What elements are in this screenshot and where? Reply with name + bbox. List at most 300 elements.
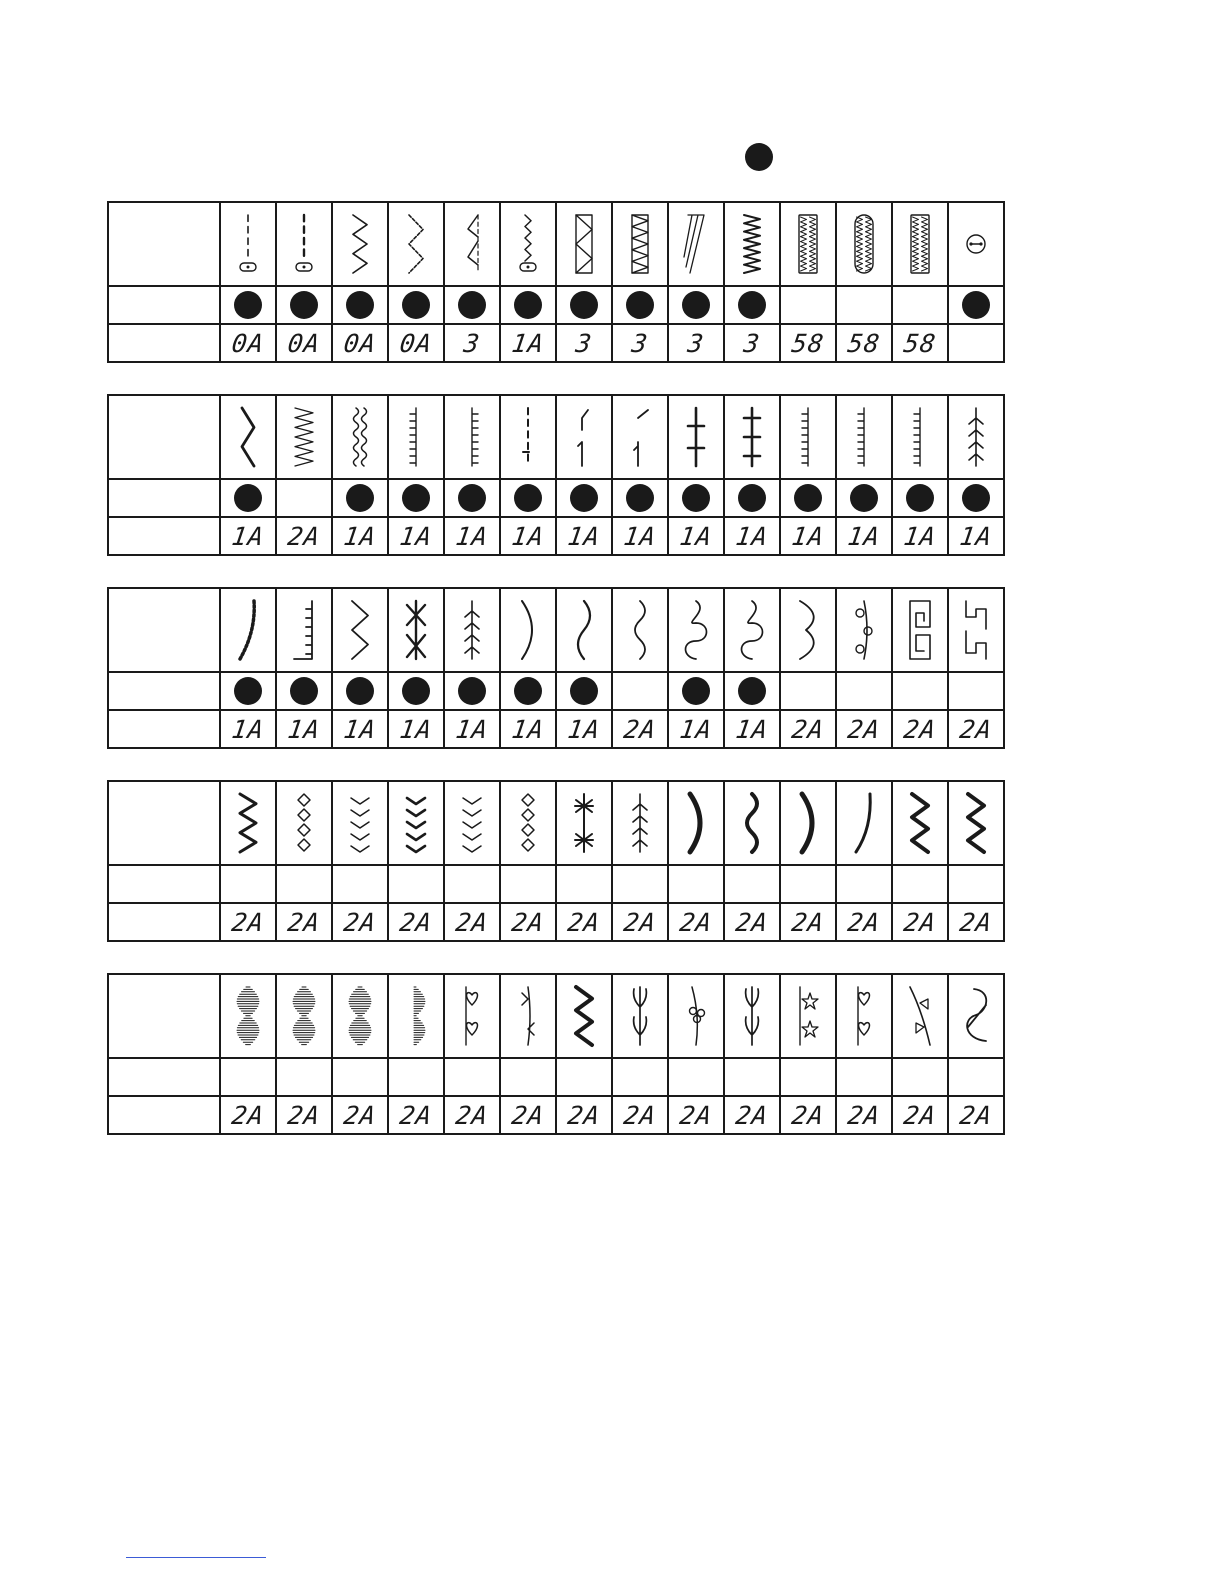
pattern-cell: [444, 202, 500, 286]
code-cell: [892, 324, 948, 362]
stitch-table-4: [107, 780, 1005, 942]
filled-circle-icon: [402, 677, 430, 705]
dot-row: [108, 479, 1004, 517]
stitch-table-5: [107, 973, 1005, 1135]
pattern-cell: [388, 588, 444, 672]
dot-cell: [668, 672, 724, 710]
heavy-zigzag-icon: [224, 788, 272, 858]
stitch-code: 2A: [285, 1100, 323, 1130]
wave-icon: [224, 402, 272, 472]
s-double-icon: [616, 595, 664, 665]
dot-row: [108, 286, 1004, 324]
pattern-cell: [948, 202, 1004, 286]
dot-cell: [500, 1058, 556, 1096]
code-cell: [724, 517, 780, 555]
dot-cell: [444, 479, 500, 517]
stitch-code: 1A: [565, 714, 603, 744]
dot-cell: [220, 672, 276, 710]
bow-swag-icon: [896, 981, 944, 1051]
code-cell: [612, 1096, 668, 1134]
code-cell: [444, 324, 500, 362]
filled-circle-icon: [514, 677, 542, 705]
code-cell: [668, 710, 724, 748]
code-row: [108, 903, 1004, 941]
code-cell: [276, 517, 332, 555]
code-cell: [388, 1096, 444, 1134]
code-cell: [612, 903, 668, 941]
dot-cell: [668, 479, 724, 517]
pattern-cell: [668, 974, 724, 1058]
row-label-cell: [108, 710, 220, 748]
pattern-cell: [220, 588, 276, 672]
pattern-cell: [724, 395, 780, 479]
stitch-code: 1A: [677, 714, 715, 744]
bracket-hem-icon: [784, 402, 832, 472]
comb-left-icon: [448, 402, 496, 472]
hearts-icon: [840, 981, 888, 1051]
filled-circle-icon: [458, 677, 486, 705]
code-cell: [612, 710, 668, 748]
pattern-cell: [556, 974, 612, 1058]
filled-circle-icon: [234, 677, 262, 705]
dot-cell: [668, 286, 724, 324]
stitch-code: 1A: [733, 521, 771, 551]
double-cross-icon: [728, 402, 776, 472]
filled-circle-icon: [234, 291, 262, 319]
dot-cell: [892, 286, 948, 324]
code-cell: [780, 710, 836, 748]
dot-cell: [836, 1058, 892, 1096]
chevron-zigzag-icon: [336, 595, 384, 665]
stitch-code: 58: [901, 328, 939, 358]
stitch-code: 2A: [957, 1100, 995, 1130]
code-cell: [724, 324, 780, 362]
stitch-code: 1A: [509, 521, 547, 551]
dot-cell: [724, 865, 780, 903]
dot-cell: [500, 286, 556, 324]
code-row: [108, 1096, 1004, 1134]
stitch-code: 2A: [509, 1100, 547, 1130]
stitch-code: 58: [789, 328, 827, 358]
code-cell: [724, 710, 780, 748]
stitch-code: 1A: [341, 521, 379, 551]
dot-cell: [444, 672, 500, 710]
pattern-cell: [332, 202, 388, 286]
stitch-code: 1A: [789, 521, 827, 551]
honeycomb-icon: [336, 402, 384, 472]
stitch-code: 1A: [733, 714, 771, 744]
stitch-code: 2A: [453, 907, 491, 937]
satin-diamond-icon: [336, 981, 384, 1051]
code-cell: [836, 710, 892, 748]
scallop-icon: [784, 595, 832, 665]
pattern-cell: [668, 202, 724, 286]
dot-cell: [388, 865, 444, 903]
pattern-cell: [388, 202, 444, 286]
pattern-cell: [444, 395, 500, 479]
diamonds-icon: [504, 788, 552, 858]
dot-cell: [780, 479, 836, 517]
dot-cell: [556, 865, 612, 903]
stitch-table-1: [107, 201, 1005, 363]
code-cell: [276, 903, 332, 941]
pattern-cell: [668, 588, 724, 672]
stitch-code: 1A: [845, 521, 883, 551]
stitch-code: 2A: [229, 1100, 267, 1130]
three-step-zigzag-icon: [392, 209, 440, 279]
dot-cell: [612, 865, 668, 903]
row-label-cell: [108, 781, 220, 865]
pattern-cell: [892, 781, 948, 865]
row-label-cell: [108, 588, 220, 672]
cross-stitch-icon: [672, 402, 720, 472]
pattern-cell: [892, 395, 948, 479]
pattern-cell: [612, 395, 668, 479]
dot-cell: [612, 286, 668, 324]
pattern-cell: [556, 202, 612, 286]
dot-cell: [948, 286, 1004, 324]
stitch-table-2: [107, 394, 1005, 556]
buttonhole-stretch-icon: [896, 209, 944, 279]
stitch-code: 2A: [285, 907, 323, 937]
dot-cell: [276, 672, 332, 710]
stitch-code: 1A: [397, 521, 435, 551]
shell-tuck-icon: [728, 209, 776, 279]
dot-cell: [892, 479, 948, 517]
code-cell: [780, 324, 836, 362]
stitch-table-3: [107, 587, 1005, 749]
filled-circle-icon: [794, 484, 822, 512]
pattern-cell: [500, 395, 556, 479]
filled-circle-icon: [402, 484, 430, 512]
code-cell: [948, 903, 1004, 941]
square-hem-icon: [840, 402, 888, 472]
code-cell: [500, 710, 556, 748]
stitch-code: 2A: [789, 907, 827, 937]
code-cell: [500, 1096, 556, 1134]
overlock-icon: [560, 209, 608, 279]
filled-circle-icon: [346, 291, 374, 319]
pattern-cell: [444, 781, 500, 865]
chevron-stack-icon: [448, 788, 496, 858]
filled-circle-icon: [234, 484, 262, 512]
dot-cell: [780, 1058, 836, 1096]
hearts-chain-icon: [448, 981, 496, 1051]
pattern-cell: [500, 781, 556, 865]
dot-cell: [556, 1058, 612, 1096]
pattern-cell: [444, 974, 500, 1058]
pattern-cell: [556, 588, 612, 672]
row-label-cell: [108, 672, 220, 710]
code-cell: [892, 903, 948, 941]
zigzag-icon: [336, 209, 384, 279]
dot-cell: [780, 286, 836, 324]
filled-circle-icon: [458, 484, 486, 512]
filled-circle-icon: [738, 677, 766, 705]
code-cell: [948, 1096, 1004, 1134]
code-cell: [668, 903, 724, 941]
row-label-cell: [108, 903, 220, 941]
code-cell: [668, 324, 724, 362]
pattern-row: [108, 781, 1004, 865]
row-label-cell: [108, 974, 220, 1058]
dot-cell: [276, 1058, 332, 1096]
code-cell: [948, 324, 1004, 362]
stitch-code: 3: [573, 328, 595, 358]
code-cell: [388, 903, 444, 941]
filled-circle-icon: [402, 291, 430, 319]
dot-cell: [276, 479, 332, 517]
code-cell: [836, 517, 892, 555]
bead-curve-icon: [224, 595, 272, 665]
satin-zigzag-icon: [560, 981, 608, 1051]
stitch-code: 1A: [229, 714, 267, 744]
blind-hem-icon: [448, 209, 496, 279]
code-cell: [556, 324, 612, 362]
pattern-cell: [612, 781, 668, 865]
stitch-code: 1A: [509, 328, 547, 358]
satin-steps-icon: [952, 788, 1000, 858]
stitch-code: 2A: [845, 714, 883, 744]
pattern-cell: [948, 588, 1004, 672]
code-cell: [332, 710, 388, 748]
code-cell: [780, 517, 836, 555]
dot-cell: [780, 865, 836, 903]
stitch-code: 2A: [509, 907, 547, 937]
filled-circle-icon: [290, 291, 318, 319]
lightning-icon: [504, 209, 552, 279]
stitch-code: 1A: [397, 714, 435, 744]
pattern-cell: [724, 202, 780, 286]
dot-cell: [668, 865, 724, 903]
pattern-cell: [948, 781, 1004, 865]
dot-cell: [612, 479, 668, 517]
pattern-cell: [276, 588, 332, 672]
dash-stitch-icon: [504, 402, 552, 472]
filled-circle-icon: [458, 291, 486, 319]
dot-cell: [892, 672, 948, 710]
spiral-loops-icon: [728, 595, 776, 665]
code-cell: [780, 903, 836, 941]
code-cell: [556, 517, 612, 555]
step-hem-icon: [896, 402, 944, 472]
stitch-code: 2A: [901, 714, 939, 744]
code-cell: [556, 903, 612, 941]
code-cell: [444, 1096, 500, 1134]
dot-cell: [948, 479, 1004, 517]
comb-right-icon: [392, 402, 440, 472]
pattern-cell: [388, 395, 444, 479]
greek-key-icon: [896, 595, 944, 665]
code-cell: [500, 517, 556, 555]
filled-circle-icon: [850, 484, 878, 512]
satin-bolt-icon: [896, 788, 944, 858]
stitch-code: 2A: [789, 1100, 827, 1130]
satin-half-icon: [392, 981, 440, 1051]
pattern-cell: [780, 395, 836, 479]
stitch-code: 2A: [789, 714, 827, 744]
dot-cell: [332, 865, 388, 903]
stitch-code: 2A: [229, 907, 267, 937]
feather-branch-icon: [952, 402, 1000, 472]
pattern-cell: [556, 395, 612, 479]
stitch-code: 2A: [453, 1100, 491, 1130]
pattern-cell: [724, 974, 780, 1058]
pattern-cell: [388, 781, 444, 865]
code-cell: [556, 1096, 612, 1134]
stitch-code: 0A: [285, 328, 323, 358]
stitch-code: 1A: [677, 521, 715, 551]
pattern-cell: [276, 202, 332, 286]
row-label-cell: [108, 286, 220, 324]
code-cell: [500, 324, 556, 362]
dot-cell: [892, 1058, 948, 1096]
stitch-code: 3: [629, 328, 651, 358]
dot-cell: [724, 286, 780, 324]
code-cell: [948, 517, 1004, 555]
dot-cell: [388, 286, 444, 324]
dot-cell: [276, 865, 332, 903]
stitch-code: 2A: [565, 1100, 603, 1130]
dot-cell: [332, 672, 388, 710]
pattern-cell: [948, 974, 1004, 1058]
code-cell: [388, 710, 444, 748]
pattern-cell: [780, 202, 836, 286]
arrow-vine-icon: [504, 981, 552, 1051]
pattern-cell: [220, 395, 276, 479]
stitch-code: 3: [685, 328, 707, 358]
filled-circle-icon: [346, 484, 374, 512]
stitch-code: 2A: [677, 907, 715, 937]
dot-cell: [388, 672, 444, 710]
stitch-code: 0A: [229, 328, 267, 358]
pattern-cell: [836, 588, 892, 672]
code-cell: [276, 1096, 332, 1134]
arrow-up-left-icon: [616, 402, 664, 472]
stitch-code: 1A: [901, 521, 939, 551]
stitch-code: 1A: [453, 521, 491, 551]
stitch-code: 0A: [341, 328, 379, 358]
pattern-cell: [724, 588, 780, 672]
code-cell: [444, 903, 500, 941]
pattern-cell: [780, 588, 836, 672]
stitch-code: 2A: [733, 907, 771, 937]
code-cell: [612, 517, 668, 555]
code-cell: [836, 324, 892, 362]
block-braid-icon: [392, 788, 440, 858]
dot-row: [108, 865, 1004, 903]
filled-circle-icon: [962, 291, 990, 319]
row-label-cell: [108, 1058, 220, 1096]
dot-cell: [332, 1058, 388, 1096]
dot-cell: [332, 479, 388, 517]
dot-cell: [724, 479, 780, 517]
dot-cell: [388, 1058, 444, 1096]
filled-circle-icon: [346, 677, 374, 705]
pattern-cell: [948, 395, 1004, 479]
stitch-code: 1A: [509, 714, 547, 744]
code-cell: [892, 517, 948, 555]
dot-cell: [836, 865, 892, 903]
dot-cell: [220, 1058, 276, 1096]
footer-rule: [126, 1557, 266, 1558]
pattern-cell: [892, 974, 948, 1058]
stitch-code: 2A: [901, 907, 939, 937]
arrow-up-right-icon: [560, 402, 608, 472]
stitch-code: 2A: [845, 1100, 883, 1130]
code-cell: [836, 1096, 892, 1134]
pattern-cell: [612, 202, 668, 286]
code-cell: [612, 324, 668, 362]
stitch-code: 1A: [229, 521, 267, 551]
filled-circle-icon: [514, 484, 542, 512]
row-label-cell: [108, 865, 220, 903]
filled-circle-icon: [290, 677, 318, 705]
satin-wave-icon: [728, 788, 776, 858]
pattern-cell: [612, 974, 668, 1058]
pattern-cell: [780, 781, 836, 865]
dot-cell: [500, 865, 556, 903]
arrow-tree-icon: [448, 595, 496, 665]
code-cell: [332, 1096, 388, 1134]
diamond-chain-icon: [280, 788, 328, 858]
dot-cell: [388, 479, 444, 517]
stitch-code: 2A: [565, 907, 603, 937]
stitch-code: 1A: [453, 714, 491, 744]
stitch-code: 0A: [397, 328, 435, 358]
s-curve-icon: [560, 595, 608, 665]
pattern-cell: [388, 974, 444, 1058]
code-cell: [780, 1096, 836, 1134]
x-cross-icon: [392, 595, 440, 665]
pattern-cell: [668, 781, 724, 865]
satin-curve-icon: [784, 788, 832, 858]
dot-cell: [220, 865, 276, 903]
pattern-cell: [836, 974, 892, 1058]
code-cell: [444, 517, 500, 555]
code-cell: [724, 903, 780, 941]
dot-cell: [612, 1058, 668, 1096]
filled-circle-icon: [906, 484, 934, 512]
filled-circle-icon: [682, 291, 710, 319]
zigzag-dense-icon: [280, 402, 328, 472]
dot-cell: [724, 672, 780, 710]
code-cell: [444, 710, 500, 748]
filled-circle-icon: [682, 677, 710, 705]
bell-flower-icon: [728, 981, 776, 1051]
code-cell: [220, 903, 276, 941]
code-cell: [836, 903, 892, 941]
code-cell: [332, 903, 388, 941]
stitch-code: 58: [845, 328, 883, 358]
code-cell: [388, 324, 444, 362]
dot-cell: [444, 286, 500, 324]
code-cell: [220, 710, 276, 748]
buttonhole-square-icon: [784, 209, 832, 279]
straight-center-icon: [280, 209, 328, 279]
code-cell: [668, 517, 724, 555]
filled-circle-icon: [570, 291, 598, 319]
pattern-cell: [444, 588, 500, 672]
code-cell: [276, 710, 332, 748]
vine-icon: [840, 595, 888, 665]
dot-row: [108, 672, 1004, 710]
pattern-cell: [220, 974, 276, 1058]
code-cell: [388, 517, 444, 555]
row-label-cell: [108, 324, 220, 362]
dot-cell: [220, 479, 276, 517]
pattern-cell: [836, 781, 892, 865]
